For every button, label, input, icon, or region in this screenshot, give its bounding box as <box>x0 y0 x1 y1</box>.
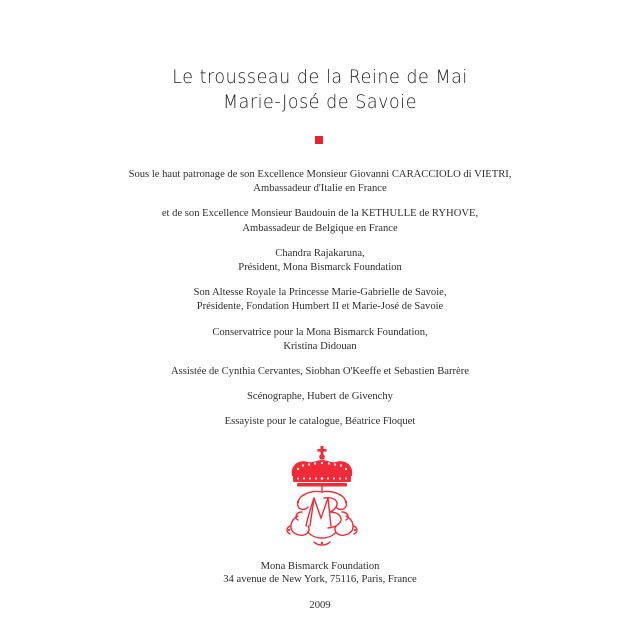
credits-section <box>0 168 640 441</box>
credit-line: Essayiste pour le catalogue, Béatrice Floquet <box>224 416 416 428</box>
title-line-1: Le trousseau de la Reine de Mai <box>172 66 468 88</box>
credit-line: Kristina Didouan <box>283 340 357 352</box>
credit-line: Sous le haut patronage de son Excellence Monsieur Giovanni CARACCIOLO di VIETRI, <box>128 169 512 180</box>
credit-line: Chandra Rajakaruna, <box>275 247 365 259</box>
credit-curator <box>0 326 640 354</box>
footer <box>0 560 640 612</box>
credit-patronage-belgium <box>0 207 640 235</box>
crowned-monogram-icon <box>284 446 360 556</box>
credit-line: Ambassadeur de Belgique en France <box>242 222 398 234</box>
credit-line: Conservatrice pour la Mona Bismarck Foundation, <box>212 326 428 338</box>
credit-president <box>0 247 640 275</box>
credit-line: Son Altesse Royale la Princesse Marie-Gabrielle de Savoie, <box>193 287 447 299</box>
credit-line: Ambassadeur d'Italie en France <box>253 183 387 195</box>
footer-address: 34 avenue de New York, 75116, Paris, France <box>223 574 417 585</box>
credit-line: Présidente, Fondation Humbert II et Marie-José de Savoie <box>196 301 444 313</box>
credit-line: Assistée de Cynthia Cervantes, Siobhan O'Keeffe et Sebastien Barrère <box>171 366 469 378</box>
footer-organization: Mona Bismarck Foundation <box>260 561 380 572</box>
credit-princess <box>0 286 640 314</box>
credit-essayist <box>0 415 640 429</box>
credit-line: et de son Excellence Monsieur Baudouin de la KETHULLE de RYHOVE, <box>161 208 479 220</box>
credit-assistants <box>0 365 640 379</box>
credit-line: Président, Mona Bismarck Foundation <box>238 262 402 274</box>
title-line-2: Marie-José de Savoie <box>222 91 418 113</box>
credit-patronage-italy <box>0 168 640 196</box>
red-square-ornament <box>315 136 323 144</box>
footer-year: 2009 <box>309 600 331 611</box>
credit-scenographer <box>0 390 640 404</box>
credit-line: Scénographe, Hubert de Givenchy <box>247 391 393 403</box>
